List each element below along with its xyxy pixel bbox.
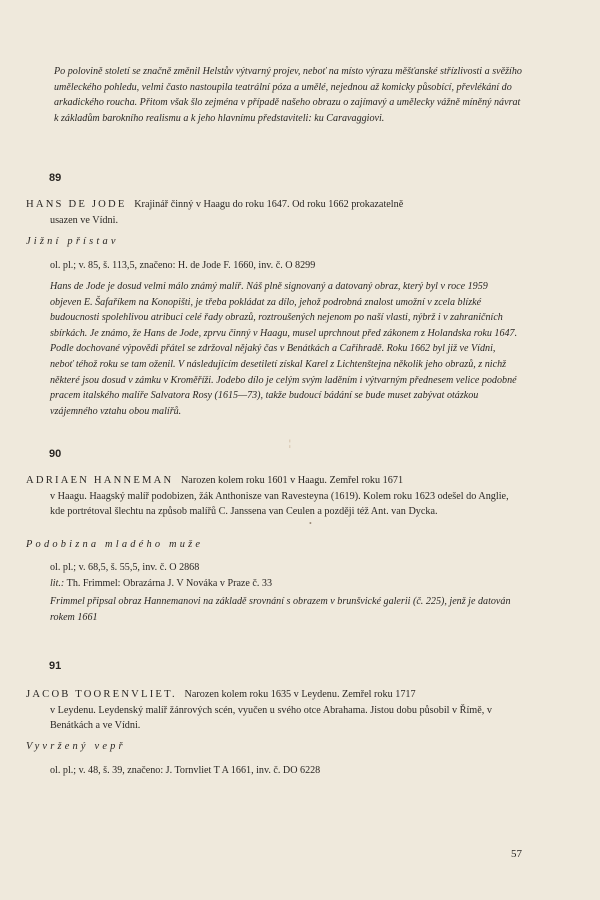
- artist-bio-continued: v Leydenu. Leydenský malíř žánrových scén, vyučen u svého otce Abrahama. Jistou dobu působil v Římě, v Benátkách a ve Vídni.: [50, 704, 492, 732]
- artist-name: ADRIAEN HANNEMAN: [26, 475, 174, 486]
- artist-name: JACOB TOORENVLIET.: [26, 689, 177, 700]
- artist-bio: Narozen kolem roku 1635 v Leydenu. Zemřel roku 1717: [184, 689, 416, 700]
- literature-text: Th. Frimmel: Obrazárna J. V Nováka v Praze č. 33: [66, 577, 273, 589]
- artist-bio: Krajinář činný v Haagu do roku 1647. Od roku 1662 prokazatelně: [134, 199, 404, 210]
- literature-line: [50, 576, 520, 592]
- artist-entry: [26, 687, 522, 734]
- artist-entry: [26, 473, 522, 520]
- intro-paragraph: Po polovině století se značně změnil Helstův výtvarný projev, neboť na místo výrazu měšťanské střízlivosti a svěžího uměleckého pohledu, velmi často nastoupila teatrální póza a umělé, nejednou až komicky působící, převlékání do arkadického roucha. Přitom však šlo zejména v případě našeho obrazu o zajímavý a umělecky vážně míněný návrat k základům barokního realismu a k jeho hlavnímu představiteli: ku Caravaggiovi.: [54, 66, 522, 124]
- page-number: 57: [511, 848, 522, 860]
- work-note: Hans de Jode je dosud velmi málo známý malíř. Náš plně signovaný a datovaný obraz, který byl v roce 1959 objeven E. Šafaříkem na Konopišti, je třeba pokládat za dílo, jehož podrobná znalost umožní v zcela blízké budoucnosti spolehlivou atribuci celé řady obrazů, roztroušených nejenom po naší vlasti, nýbrž i v zahraničních sbírkách. Je známo, že Hans de Jode, zprvu činný v Haagu, musel uprchnout před zákonem z Holandska roku 1647. Podle dochované výpovědi přátel se zdržoval nějaký čas v Benátkách a Cařihradě. Roku 1662 byl již ve Vídni, neboť téhož roku se tam oženil. V následujícím desetiletí získal Karel z Lichtenštejna několik jeho obrazů, z nichž některé jsou dosud v zámku v Kroměříži. Jodebo dílo je celým svým laděním i výtvarným přednesem velice podobné pracem italského malíře Salvatora Rosy (1615—73), takže budoucí bádání se bude muset zabývat otázkou vzájemného vztahu obou malířů.: [50, 281, 518, 417]
- artist-name: HANS DE JODE: [26, 199, 127, 210]
- artist-bio-continued: usazen ve Vídni.: [50, 214, 118, 226]
- work-metadata-line: ol. pl.; v. 68,5, š. 55,5, inv. č. O 2868: [50, 562, 200, 573]
- work-title: Podobizna mladého muže: [26, 539, 204, 550]
- work-metadata: ol. pl.; v. 48, š. 39, značeno: J. Tornvliet T A 1661, inv. č. DO 6228: [50, 765, 321, 776]
- entry-number: 90: [49, 448, 62, 460]
- artist-entry: [26, 197, 522, 228]
- work-title: Vyvržený vepř: [26, 741, 126, 752]
- work-note: Frimmel připsal obraz Hannemanovi na základě srovnání s obrazem v brunšvické galerii (č. 225), jenž je datován rokem 1661: [50, 596, 511, 623]
- work-metadata: ol. pl.; v. 85, š. 113,5, značeno: H. de Jode F. 1660, inv. č. O 8299: [50, 260, 316, 271]
- work-metadata: [50, 560, 520, 591]
- work-title: Jižní přístav: [26, 236, 119, 247]
- artist-bio: Narozen kolem roku 1601 v Haagu. Zemřel roku 1671: [180, 475, 404, 486]
- entry-number: 89: [49, 172, 62, 184]
- page-mark: •: [309, 519, 312, 528]
- literature-label: lit.:: [50, 577, 65, 589]
- page-mark: ¦: [289, 438, 291, 448]
- artist-bio-continued: v Haagu. Haagský malíř podobizen, žák Anthonisze van Ravesteyna (1619). Kolem roku 1623 odešel do Anglie, kde portrétoval šlechtu na způsob malířů C. Janssena van Ceulen a později též Ant. van Dycka.: [50, 490, 509, 518]
- entry-number: 91: [49, 660, 62, 672]
